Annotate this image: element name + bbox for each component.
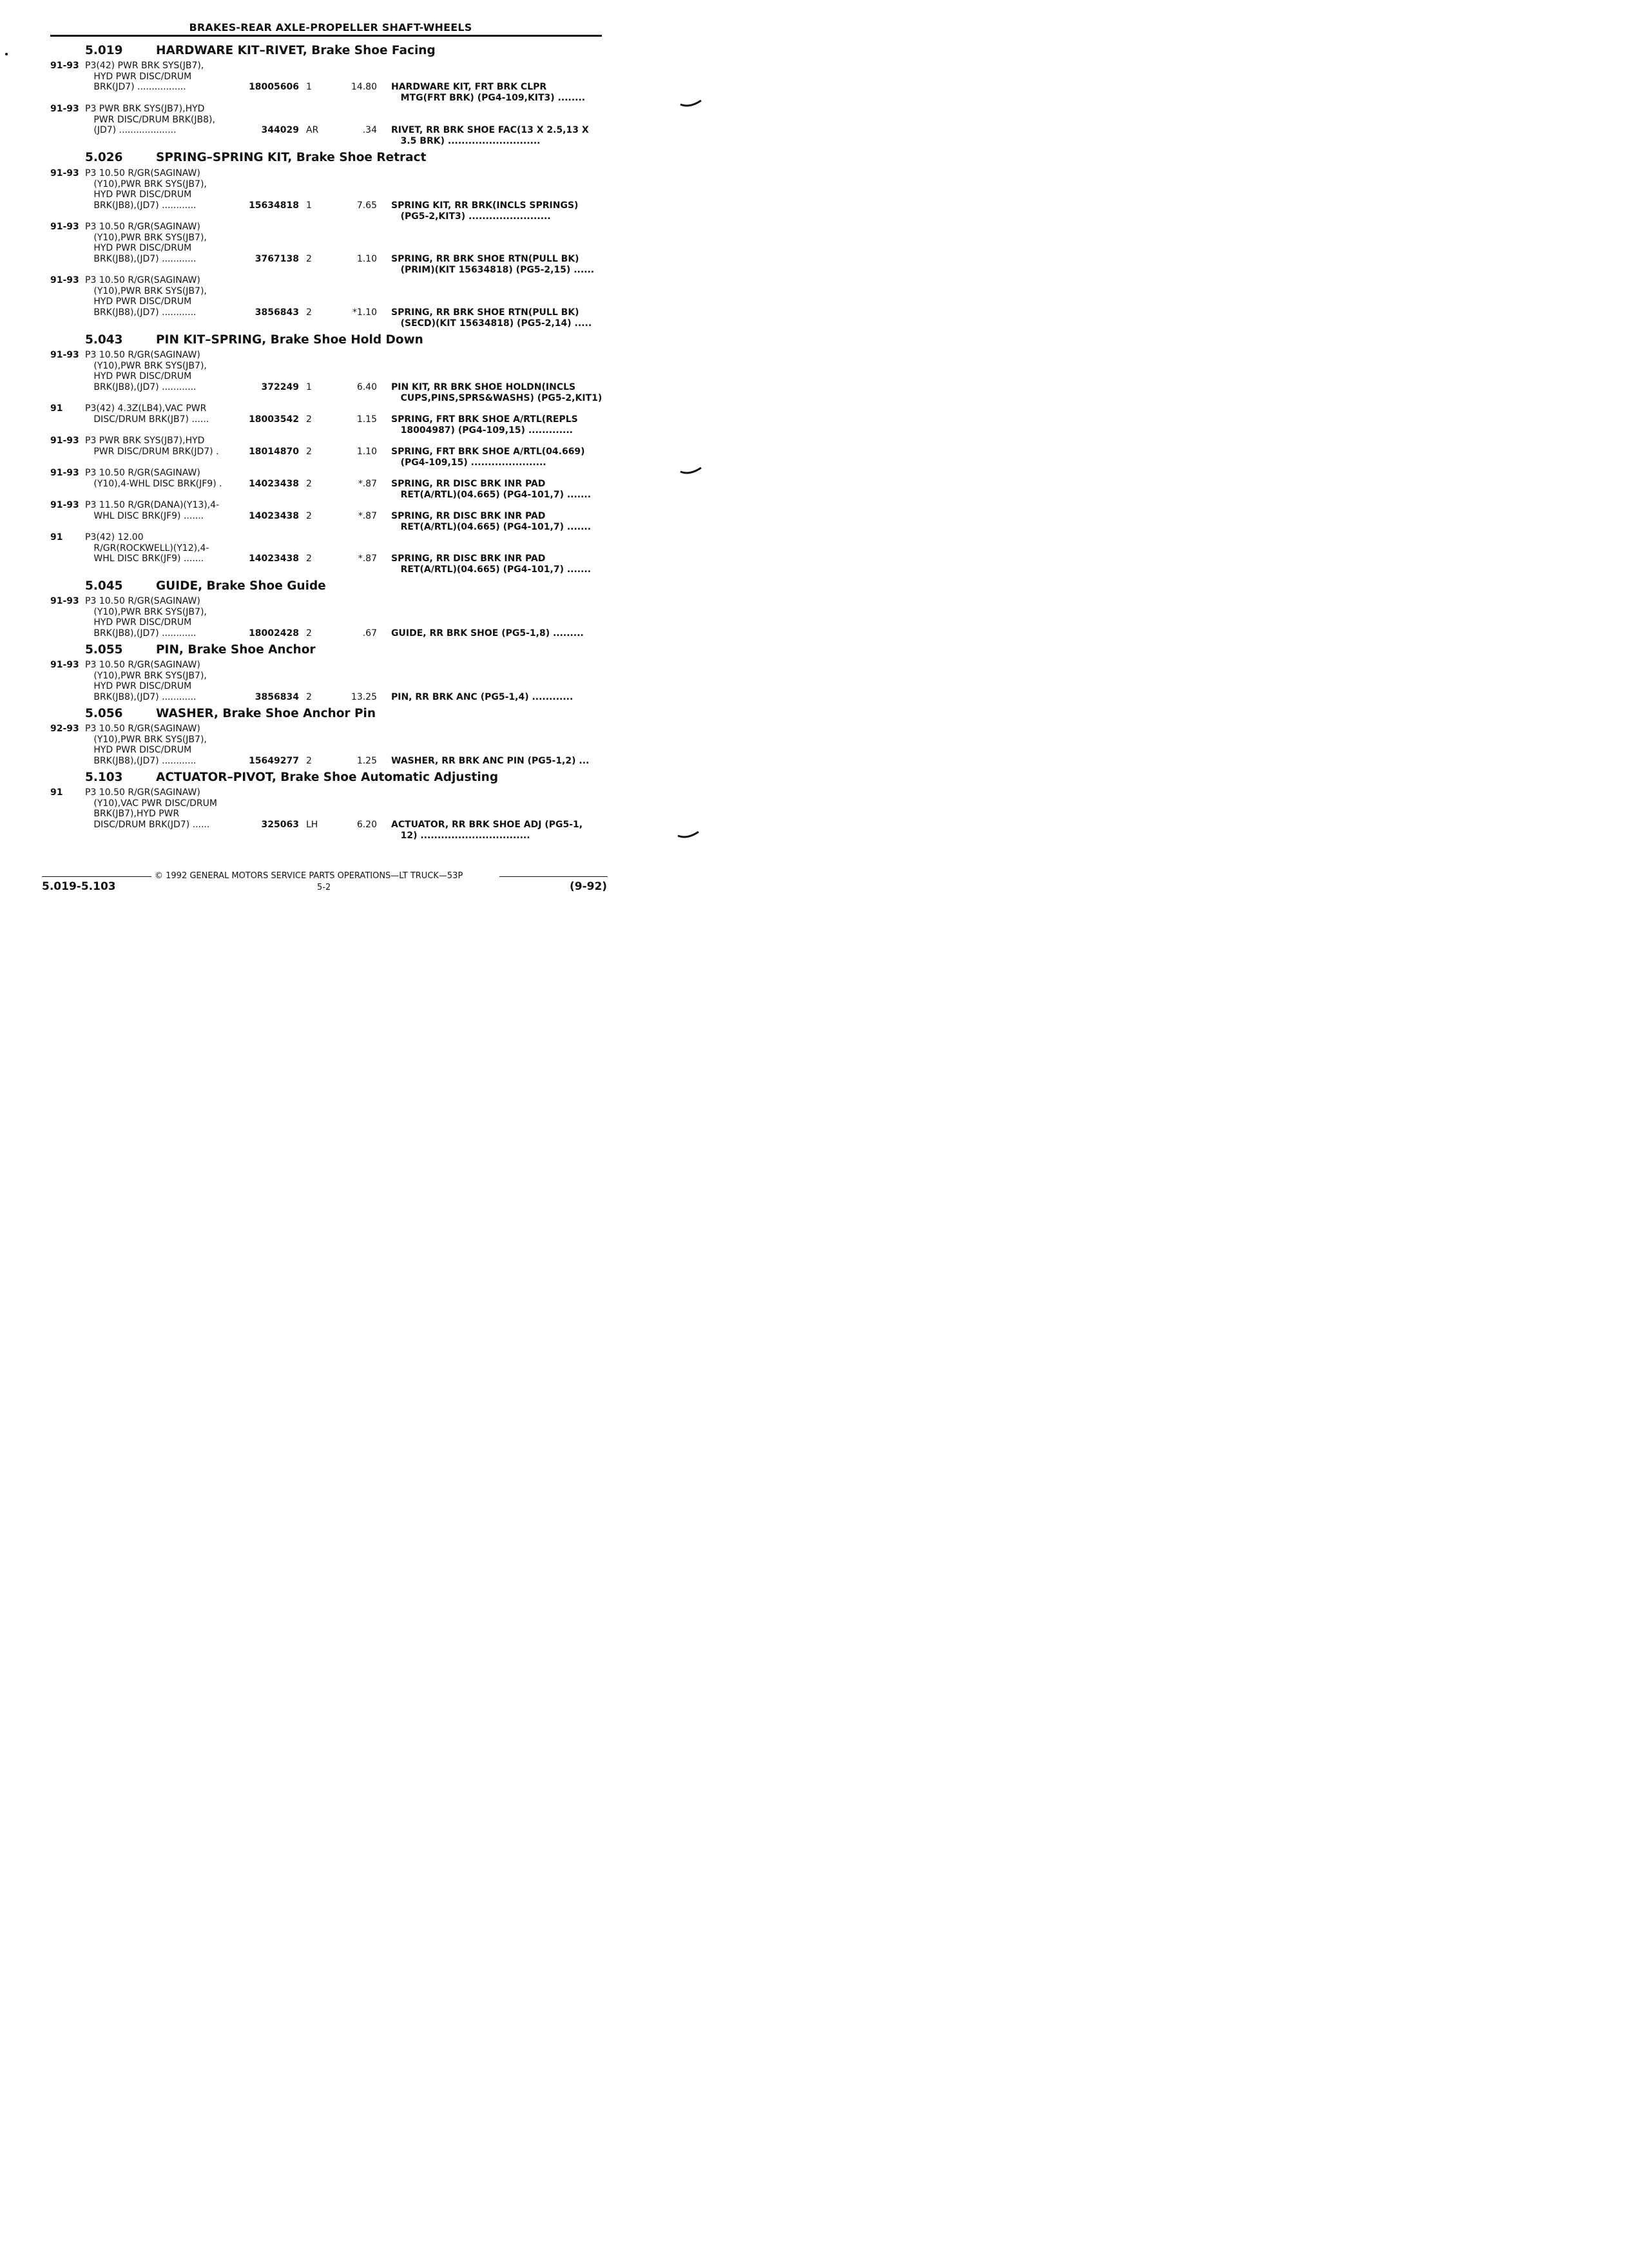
section-heading [85,579,326,593]
entry-price: 1.10 [356,447,377,457]
entry-part-number: 3856834 [255,692,299,702]
entry-description: WASHER, RR BRK ANC PIN (PG5-1,2) ... [391,756,590,766]
entry-years: 91 [50,787,63,798]
entry-price: .67 [362,628,377,639]
entry-part-number: 14023438 [249,553,299,564]
binder-mark [677,829,700,842]
entry-part-number: 15649277 [249,756,299,766]
entry-years: 91-93 [50,436,79,446]
entry-quantity: 2 [306,307,312,318]
entry-quantity: 2 [306,692,312,702]
footer-rule-left [42,876,151,877]
entry-price: *.87 [358,553,377,564]
entry-model: P3(42) PWR BRK SYS(JB7), HYD PWR DISC/DRUM BRK(JD7) ................. [85,61,204,93]
entry-description: SPRING, RR DISC BRK INR PAD RET(A/RTL)(04.665) (PG4-101,7) ....... [391,479,592,500]
entry-price: 6.20 [356,820,377,830]
section-title: SPRING–SPRING KIT, Brake Shoe Retract [156,151,427,164]
entry-description: SPRING, RR BRK SHOE RTN(PULL BK) (PRIM)(KIT 15634818) (PG5-2,15) ...... [391,254,595,275]
entry-model: P3 10.50 R/GR(SAGINAW) (Y10),PWR BRK SYS(JB7), HYD PWR DISC/DRUM BRK(JB8),(JD7) ............ [85,660,207,702]
section-title: WASHER, Brake Shoe Anchor Pin [156,707,376,720]
entry-price: .34 [362,125,377,135]
scan-dot [5,53,8,55]
entry-model: P3 10.50 R/GR(SAGINAW) (Y10),PWR BRK SYS(JB7), HYD PWR DISC/DRUM BRK(JB8),(JD7) ............ [85,168,207,211]
section-title: HARDWARE KIT–RIVET, Brake Shoe Facing [156,44,436,57]
entry-part-number: 18002428 [249,628,299,639]
page-title: BRAKES-REAR AXLE-PROPELLER SHAFT-WHEELS [189,21,472,34]
entry-price: 1.10 [356,254,377,264]
section-number: 5.103 [85,771,123,784]
footer-rule-right [499,876,608,877]
entry-part-number: 3856843 [255,307,299,318]
entry-part-number: 14023438 [249,511,299,521]
entry-model: P3 11.50 R/GR(DANA)(Y13),4- WHL DISC BRK(JF9) ....... [85,500,220,521]
entry-quantity: 1 [306,382,312,392]
entry-years: 91-93 [50,104,79,114]
entry-description: SPRING, RR BRK SHOE RTN(PULL BK) (SECD)(KIT 15634818) (PG5-2,14) ..... [391,307,592,329]
entry-model: P3(42) 12.00 R/GR(ROCKWELL)(Y12),4- WHL DISC BRK(JF9) ....... [85,532,209,564]
entry-part-number: 325063 [261,820,299,830]
footer-page-number: 5-2 [317,883,331,892]
section-number: 5.056 [85,707,123,720]
entry-quantity: 2 [306,447,312,457]
entry-price: 6.40 [356,382,377,392]
section-number: 5.026 [85,151,123,164]
entry-years: 91-93 [50,168,79,178]
entry-price: 14.80 [351,82,377,92]
section-title: PIN, Brake Shoe Anchor [156,643,316,657]
entry-years: 91-93 [50,500,79,510]
entry-quantity: 2 [306,479,312,489]
entry-model: P3 10.50 R/GR(SAGINAW) (Y10),PWR BRK SYS(JB7), HYD PWR DISC/DRUM BRK(JB8),(JD7) ............ [85,222,207,264]
section-heading [85,151,426,164]
entry-model: P3 10.50 R/GR(SAGINAW) (Y10),PWR BRK SYS(JB7), HYD PWR DISC/DRUM BRK(JB8),(JD7) ............ [85,350,207,392]
entry-model: P3 10.50 R/GR(SAGINAW) (Y10),PWR BRK SYS(JB7), HYD PWR DISC/DRUM BRK(JB8),(JD7) ............ [85,275,207,318]
entry-description: PIN KIT, RR BRK SHOE HOLDN(INCLS CUPS,PINS,SPRS&WASHS) (PG5-2,KIT1) [391,382,602,403]
entry-description: SPRING, FRT BRK SHOE A/RTL(04.669) (PG4-109,15) ...................... [391,447,585,468]
entry-price: 7.65 [356,200,377,211]
entry-years: 91-93 [50,222,79,232]
entry-part-number: 372249 [261,382,299,392]
entry-years: 91 [50,403,63,414]
entry-part-number: 18014870 [249,447,299,457]
entry-years: 91-93 [50,660,79,670]
section-heading [85,333,423,347]
entry-description: ACTUATOR, RR BRK SHOE ADJ (PG5-1, 12) ................................ [391,820,583,841]
entry-quantity: 2 [306,254,312,264]
section-number: 5.055 [85,643,123,657]
section-number: 5.043 [85,333,123,347]
entry-years: 92-93 [50,724,79,734]
entry-model: P3(42) 4.3Z(LB4),VAC PWR DISC/DRUM BRK(JB7) ...... [85,403,209,425]
entry-description: SPRING KIT, RR BRK(INCLS SPRINGS) (PG5-2,KIT3) ........................ [391,200,579,222]
entry-quantity: 2 [306,511,312,521]
binder-mark [679,465,702,478]
entry-description: SPRING, FRT BRK SHOE A/RTL(REPLS 18004987) (PG4-109,15) ............. [391,414,578,436]
entry-description: GUIDE, RR BRK SHOE (PG5-1,8) ......... [391,628,584,639]
entry-part-number: 18003542 [249,414,299,425]
entry-description: SPRING, RR DISC BRK INR PAD RET(A/RTL)(04.665) (PG4-101,7) ....... [391,553,592,575]
entry-part-number: 14023438 [249,479,299,489]
entry-quantity: 2 [306,756,312,766]
section-title: PIN KIT–SPRING, Brake Shoe Hold Down [156,333,423,347]
entry-price: 13.25 [351,692,377,702]
entry-description: PIN, RR BRK ANC (PG5-1,4) ............ [391,692,574,702]
section-title: GUIDE, Brake Shoe Guide [156,579,326,593]
entry-years: 91-93 [50,275,79,285]
section-heading [85,44,436,57]
section-heading [85,707,376,720]
footer-date: (9-92) [570,880,608,893]
header-rule [50,35,602,37]
entry-price: *.87 [358,479,377,489]
section-number: 5.045 [85,579,123,593]
section-heading [85,643,316,657]
entry-model: P3 10.50 R/GR(SAGINAW) (Y10),PWR BRK SYS(JB7), HYD PWR DISC/DRUM BRK(JB8),(JD7) ............ [85,724,207,766]
footer-copyright: © 1992 GENERAL MOTORS SERVICE PARTS OPERATIONS—LT TRUCK—53P [155,871,463,881]
entry-part-number: 15634818 [249,200,299,211]
binder-mark [679,98,702,111]
entry-quantity: AR [306,125,319,135]
entry-quantity: 1 [306,200,312,211]
entry-years: 91-93 [50,596,79,606]
entry-years: 91-93 [50,350,79,360]
section-title: ACTUATOR–PIVOT, Brake Shoe Automatic Adjusting [156,771,499,784]
section-number: 5.019 [85,44,123,57]
entry-quantity: 1 [306,82,312,92]
entry-part-number: 3767138 [255,254,299,264]
entry-model: P3 PWR BRK SYS(JB7),HYD PWR DISC/DRUM BRK(JB8), (JD7) .................... [85,104,215,136]
entry-quantity: 2 [306,628,312,639]
entry-description: SPRING, RR DISC BRK INR PAD RET(A/RTL)(04.665) (PG4-101,7) ....... [391,511,592,532]
entry-quantity: 2 [306,414,312,425]
entry-years: 91-93 [50,468,79,478]
entry-part-number: 18005606 [249,82,299,92]
entry-model: P3 10.50 R/GR(SAGINAW) (Y10),PWR BRK SYS(JB7), HYD PWR DISC/DRUM BRK(JB8),(JD7) ............ [85,596,207,639]
entry-quantity: 2 [306,553,312,564]
entry-quantity: LH [306,820,318,830]
entry-description: HARDWARE KIT, FRT BRK CLPR MTG(FRT BRK) (PG4-109,KIT3) ........ [391,82,586,103]
page-header [0,21,728,34]
entry-description: RIVET, RR BRK SHOE FAC(13 X 2.5,13 X 3.5 BRK) ........................... [391,125,589,146]
entry-model: P3 10.50 R/GR(SAGINAW) (Y10),VAC PWR DISC/DRUM BRK(JB7),HYD PWR DISC/DRUM BRK(JD7) ...... [85,787,217,830]
entry-price: 1.15 [356,414,377,425]
entry-years: 91-93 [50,61,79,71]
entry-price: *1.10 [352,307,377,318]
entry-part-number: 344029 [261,125,299,135]
entry-model: P3 10.50 R/GR(SAGINAW) (Y10),4-WHL DISC BRK(JF9) . [85,468,222,489]
entry-price: *.87 [358,511,377,521]
catalog-page [0,0,728,1014]
entry-model: P3 PWR BRK SYS(JB7),HYD PWR DISC/DRUM BRK(JD7) . [85,436,219,457]
entry-years: 91 [50,532,63,543]
entry-price: 1.25 [356,756,377,766]
footer-section-range: 5.019-5.103 [42,880,116,893]
section-heading [85,771,498,784]
